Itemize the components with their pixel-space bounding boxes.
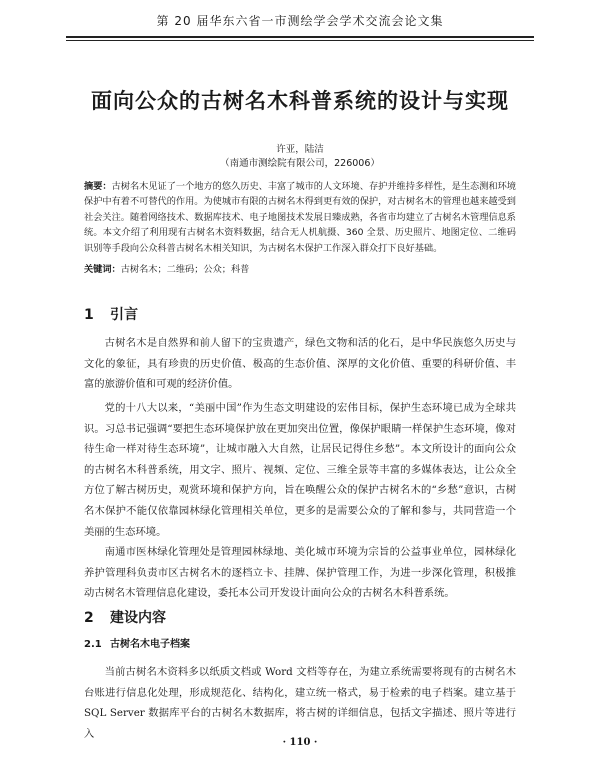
running-head: 第 20 届华东六省一市测绘学会学术交流会论文集	[156, 14, 444, 28]
paragraph: 当前古树名木资料多以纸质文档或 Word 文档等存在，为建立系统需要将现有的古树名木台账进行信息化处理，形成规范化、结构化，建立统一格式，易于检索的电子档案。建立基于SQL Server 数据库平台的古树名木数据库，将古树的详细信息，包括文字描述、照片等进行入	[84, 666, 516, 740]
subsection-number: 2.1	[84, 639, 102, 650]
page-number: · 110 ·	[282, 737, 318, 748]
section-heading-introduction	[84, 306, 138, 324]
section-heading-content	[84, 609, 166, 627]
affiliation: （南通市测绘院有限公司，226006）	[220, 158, 380, 169]
abstract	[84, 179, 516, 256]
paragraph: 南通市医林绿化管理处是管理园林绿地、美化城市环境为宗旨的公益事业单位，园林绿化养护管理科负责市区古树名木的逐档立卡、挂牌、保护管理工作，为进一步深化管理，积极推动古树名木管理信息化建设，委托本公司开发设计面向公众的古树名木科普系统。	[84, 546, 516, 600]
section-title: 建设内容	[110, 610, 166, 626]
section-number: 2	[84, 610, 94, 626]
authors: 许亚，陆洁	[276, 144, 324, 155]
paragraph: 古树名木是自然界和前人留下的宝贵遗产，绿色文物和活的化石，是中华民族悠久历史与文化的象征，具有珍贵的历史价值、极高的生态价值、深厚的文化价值、重要的科研价值、丰富的旅游价值和可观的经济价值。	[84, 337, 516, 391]
section-number: 1	[84, 307, 94, 323]
paragraph: 党的十八大以来，“美丽中国”作为生态文明建设的宏伟目标，保护生态环境已成为全球共识。习总书记强调“要把生态环境保护放在更加突出位置，像保护眼睛一样保护生态环境，像对待生命一样对待生态环境”，让城市融入大自然，让居民记得住乡愁”。本文所设计的面向公众的古树名木科普系统，用文字、照片、视频、定位、三维全景等丰富的多媒体表达，让公众全方位了解古树历史，观赏环境和保护方向，旨在唤醒公众的保护古树名木的“乡愁”意识，古树名木保护不能仅依靠园林绿化管理相关单位，更多的是需要公众的了解和参与，共同营造一个美丽的生态环境。	[84, 402, 516, 538]
subsection-heading	[84, 638, 190, 652]
keywords-text: 古树名木；二维码；公众；科普	[120, 264, 250, 275]
section-title: 引言	[110, 307, 138, 323]
abstract-label: 摘要：	[84, 181, 112, 192]
keywords	[84, 262, 516, 277]
subsection-title: 古树名木电子档案	[110, 639, 190, 650]
header-rule-thick	[66, 36, 534, 38]
keywords-label: 关键词：	[84, 264, 121, 275]
paper-title: 面向公众的古树名木科普系统的设计与实现	[91, 88, 509, 113]
abstract-text: 古树名木见证了一个地方的悠久历史、丰富了城市的人文环境、存护并维持多样性，是生态测和环境保护中有着不可替代的作用。为使城市有限的古树名木得到更有效的保护，对古树名木的管理也越来越受到社会关注。随着网络技术、数据库技术、电子地图技术发展日臻成熟，各省市均建立了古树名木管理信息系统。本文介绍了利用现有古树名木资料数据，结合无人机航摄、360 全景、历史照片、地图定位、二维码识别等手段向公众科普古树名木相关知识，为古树名木保护工作深入群众打下良好基础。	[84, 181, 517, 254]
header-rule-thin	[66, 40, 534, 41]
